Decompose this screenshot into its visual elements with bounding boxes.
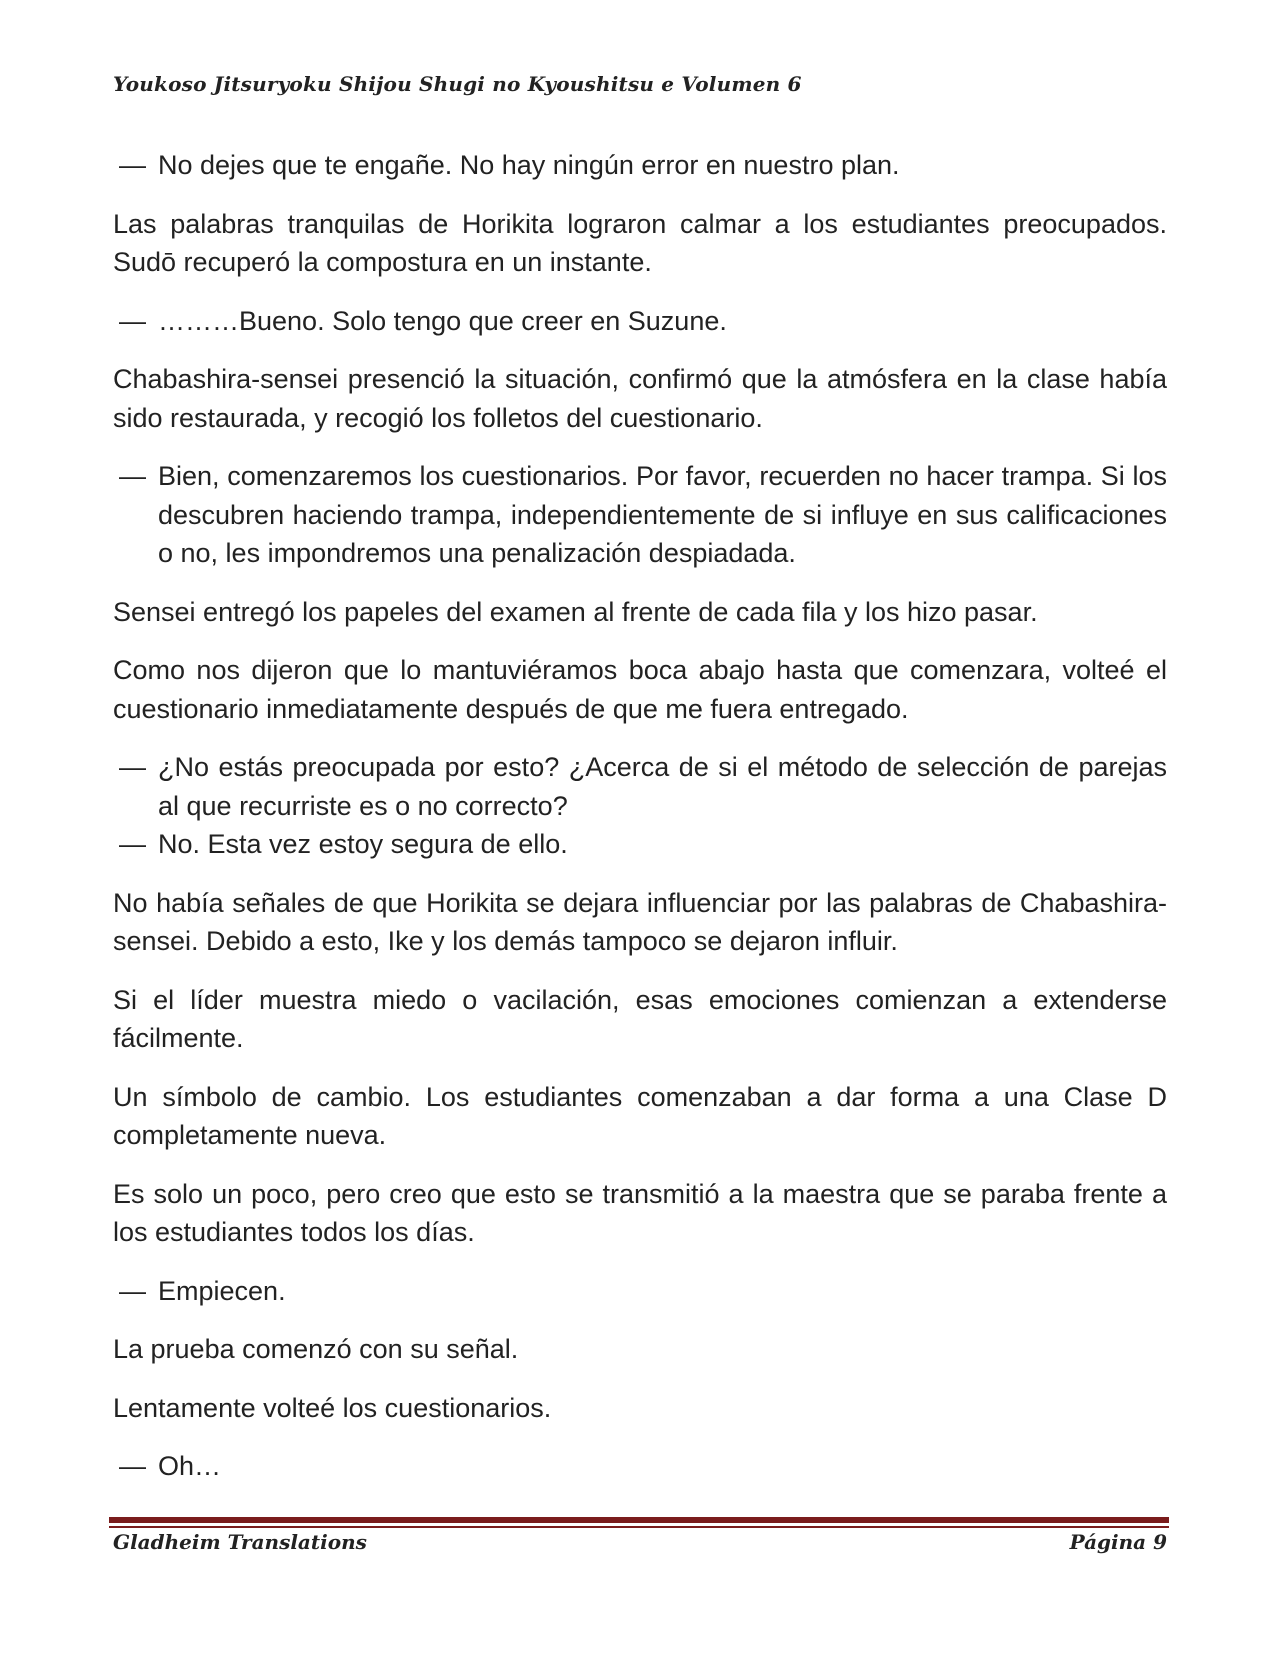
dialogue-text: ¿No estás preocupada por esto? ¿Acerca de si el método de selección de parejas al que recurriste es o no correcto? <box>158 752 1167 821</box>
dialogue-text: Oh… <box>158 1451 222 1481</box>
dialogue-text: No. Esta vez estoy segura de ello. <box>158 829 568 859</box>
dialogue-dash: — <box>119 829 146 859</box>
dialogue-text: ………Bueno. Solo tengo que creer en Suzune. <box>158 305 727 336</box>
paragraph: Es solo un poco, pero creo que esto se transmitió a la maestra que se paraba frente a los estudiantes todos los días. <box>113 1178 1167 1247</box>
dialogue-dash: — <box>119 150 146 180</box>
paragraph: Chabashira-sensei presenció la situación, confirmó que la atmósfera en la clase había sido restaurada, y recogió los folletos del cuestionario. <box>113 364 1167 433</box>
paragraph: Un símbolo de cambio. Los estudiantes comenzaban a dar forma a una Clase D completamente nueva. <box>113 1081 1167 1150</box>
dialogue-text: No dejes que te engañe. No hay ningún error en nuestro plan. <box>158 150 900 180</box>
paragraph: Si el líder muestra miedo o vacilación, esas emociones comienzan a extenderse fácilmente. <box>113 984 1167 1053</box>
dialogue-dash: — <box>119 752 146 782</box>
dialogue-line <box>119 457 1167 573</box>
paragraph: No había señales de que Horikita se dejara influenciar por las palabras de Chabashira-sensei. Debido a esto, Ike y los demás tampoco se dejaron influir. <box>113 887 1167 956</box>
dialogue-dash: — <box>119 461 146 491</box>
footer-divider-thick <box>109 1517 1169 1523</box>
dialogue-line <box>119 1447 1167 1486</box>
dialogue-line <box>119 302 1167 341</box>
dialogue-text: Bien, comenzaremos los cuestionarios. Por favor, recuerden no hacer trampa. Si los descubren haciendo trampa, independientemente de si influye en sus calificaciones o no, les impondremos una penalización despiadada. <box>158 461 1167 568</box>
dialogue-line <box>119 748 1167 825</box>
page-header-title: Youkoso Jitsuryoku Shijou Shugi no Kyoushitsu e Volumen 6 <box>113 72 802 96</box>
footer-translator-credit: Gladheim Translations <box>113 1530 367 1554</box>
dialogue-dash: — <box>119 1275 146 1306</box>
paragraph: Como nos dijeron que lo mantuviéramos boca abajo hasta que comenzara, volteé el cuestionario inmediatamente después de que me fuera entregado. <box>113 655 1167 724</box>
footer-divider-thin <box>109 1526 1169 1528</box>
footer-page-number: Página 9 <box>1069 1530 1167 1554</box>
dialogue-text: Empiecen. <box>158 1275 286 1306</box>
paragraph: Sensei entregó los papeles del examen al frente de cada fila y los hizo pasar. <box>113 596 1038 627</box>
paragraph: La prueba comenzó con su señal. <box>113 1334 519 1364</box>
dialogue-line <box>119 825 1167 864</box>
dialogue-line <box>119 1272 1167 1311</box>
dialogue-dash: — <box>119 1451 146 1481</box>
dialogue-line <box>119 146 1167 185</box>
paragraph: Lentamente volteé los cuestionarios. <box>113 1392 552 1423</box>
page-body <box>113 146 1167 1506</box>
paragraph: Las palabras tranquilas de Horikita lograron calmar a los estudiantes preocupados. Sudō recuperó la compostura en un instante. <box>113 208 1167 277</box>
dialogue-dash: — <box>119 305 146 336</box>
